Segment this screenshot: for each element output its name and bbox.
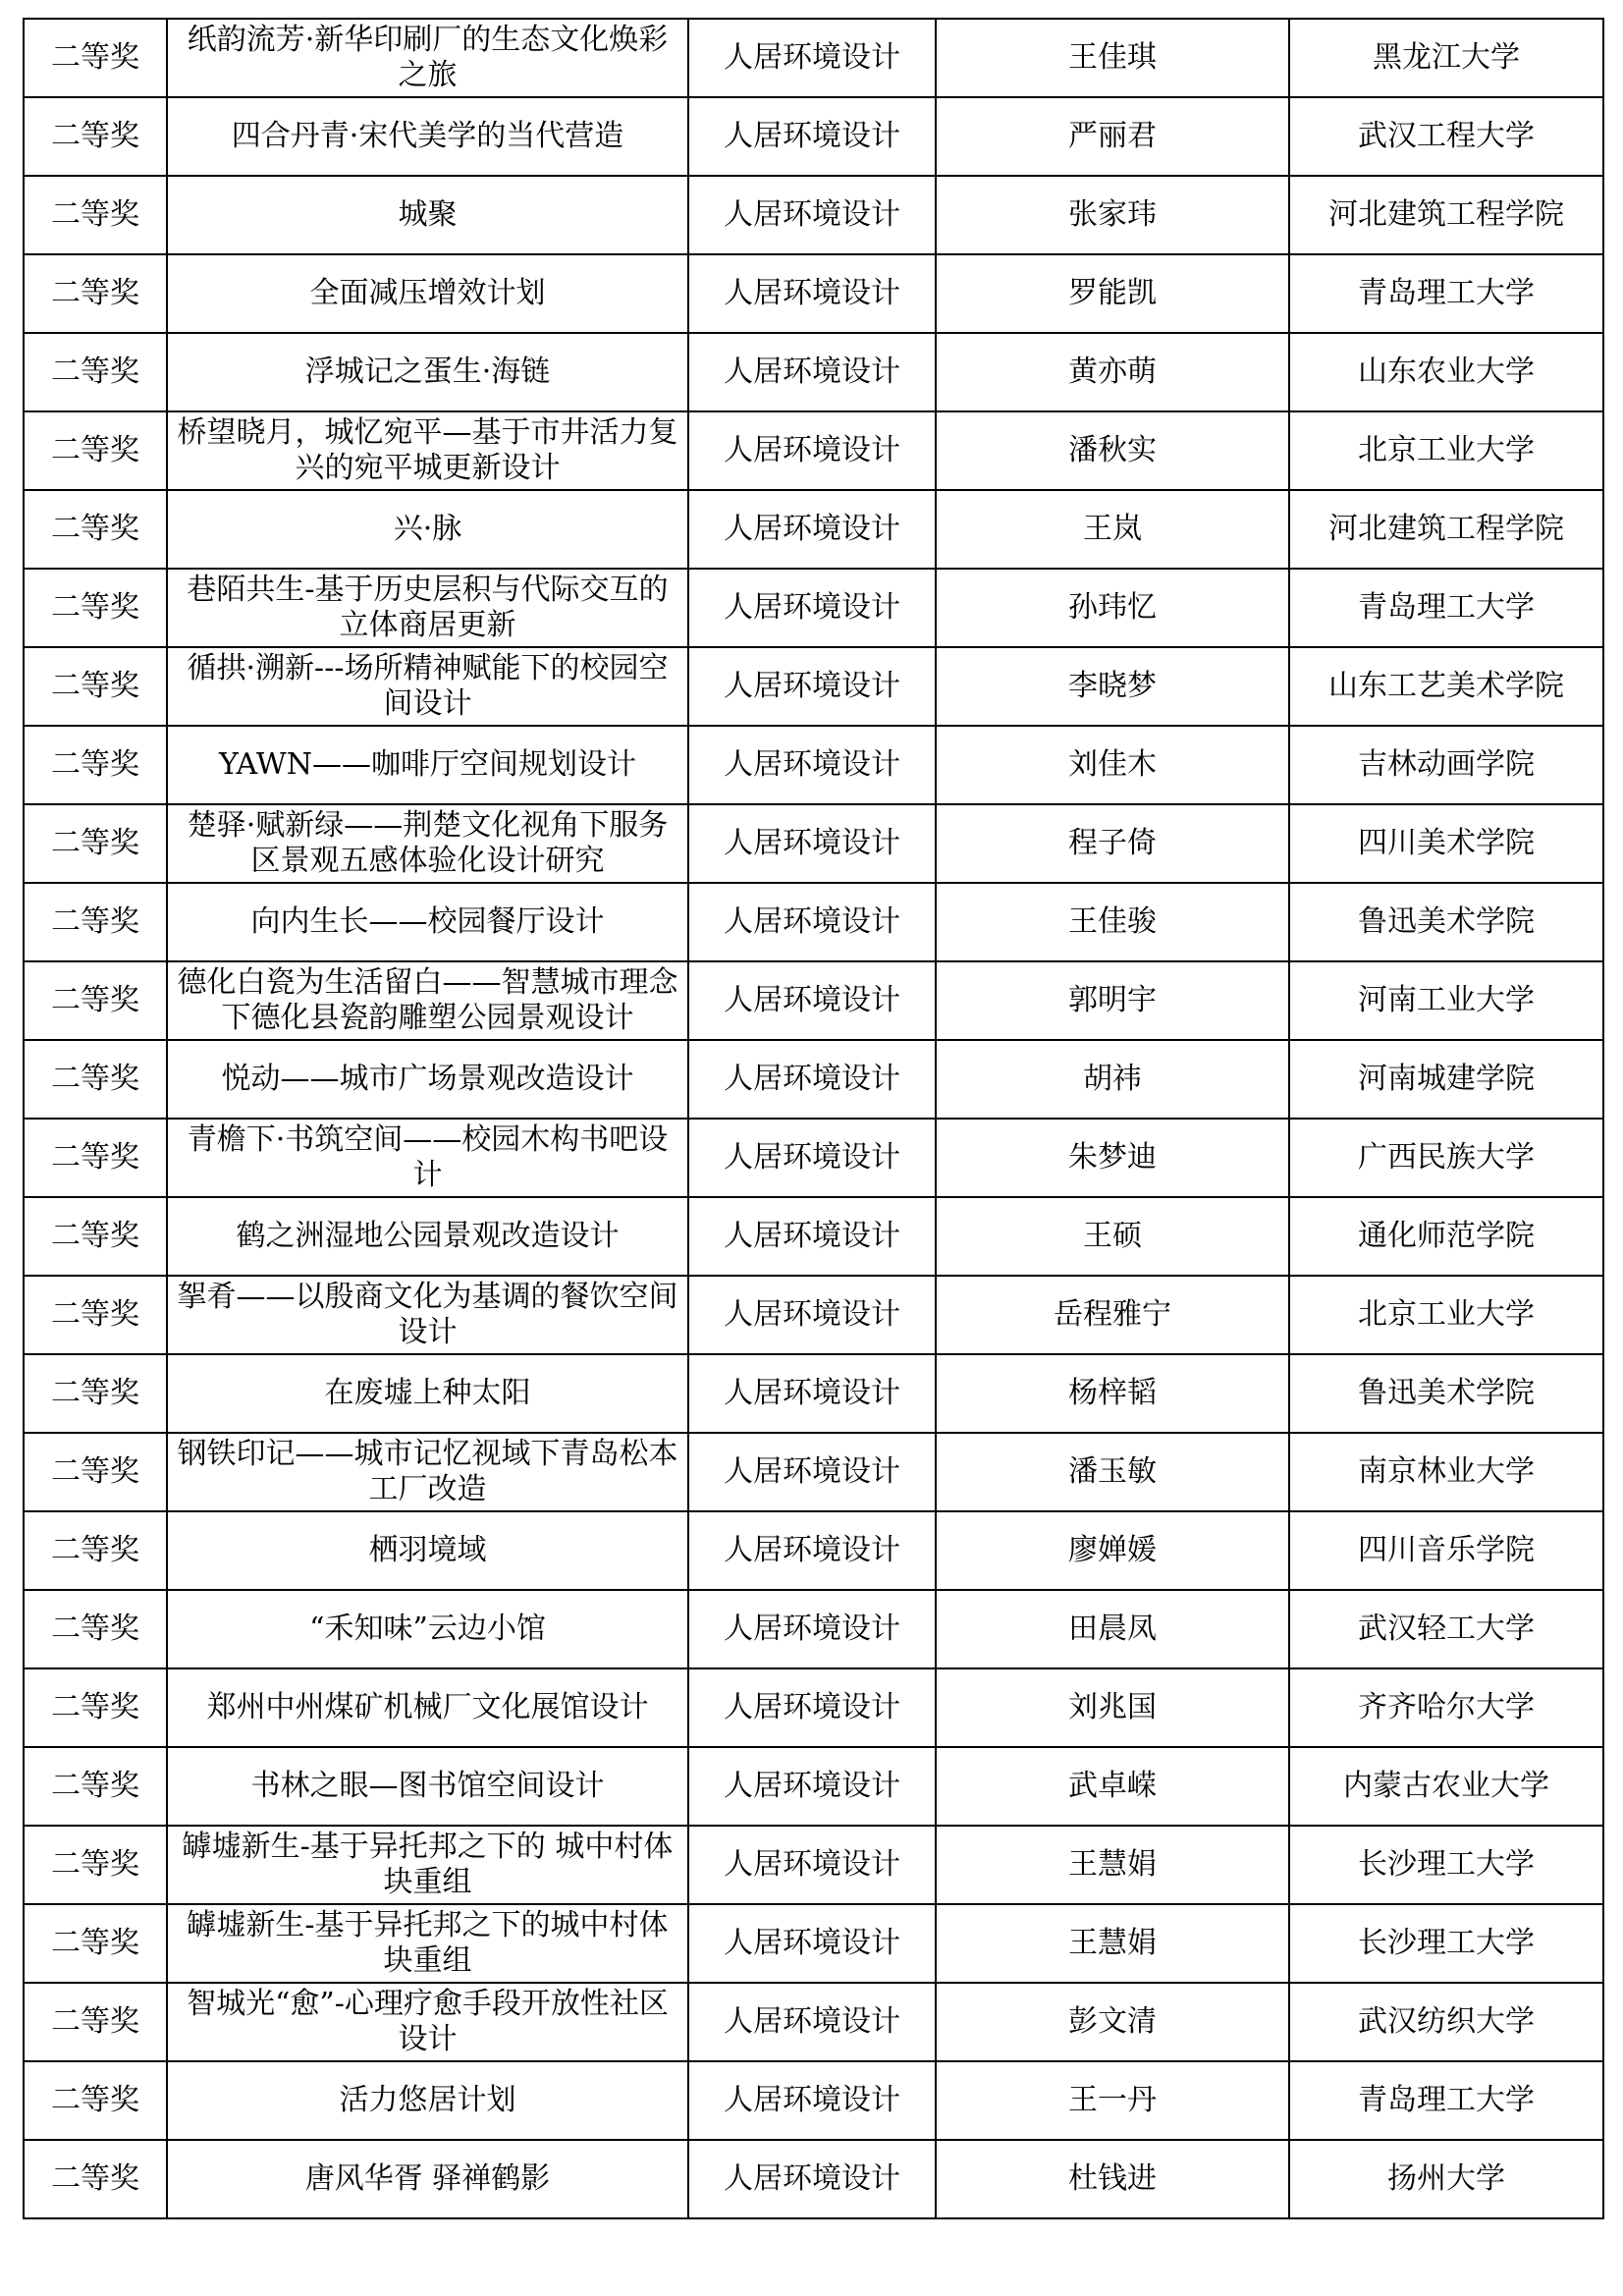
school-cell: 武汉工程大学 <box>1289 97 1603 176</box>
school-cell: 河南工业大学 <box>1289 961 1603 1040</box>
table-row <box>24 2140 1603 2218</box>
table-row <box>24 19 1603 97</box>
school-cell: 南京林业大学 <box>1289 1433 1603 1511</box>
category-cell: 人居环境设计 <box>688 1119 936 1197</box>
school-cell: 通化师范学院 <box>1289 1197 1603 1276</box>
table-row <box>24 1983 1603 2061</box>
school-cell: 四川美术学院 <box>1289 804 1603 883</box>
work-title-cell: 郑州中州煤矿机械厂文化展馆设计 <box>167 1668 688 1747</box>
work-title-cell: 循拱·溯新---场所精神赋能下的校园空间设计 <box>167 647 688 726</box>
category-cell: 人居环境设计 <box>688 883 936 961</box>
school-cell: 齐齐哈尔大学 <box>1289 1668 1603 1747</box>
table-row <box>24 1747 1603 1826</box>
work-title-cell: 悦动——城市广场景观改造设计 <box>167 1040 688 1119</box>
table-row <box>24 1511 1603 1590</box>
category-cell: 人居环境设计 <box>688 1433 936 1511</box>
table-row <box>24 1040 1603 1119</box>
table-row <box>24 961 1603 1040</box>
table-row <box>24 1276 1603 1354</box>
award-level-cell: 二等奖 <box>24 1590 167 1668</box>
category-cell: 人居环境设计 <box>688 961 936 1040</box>
award-level-cell: 二等奖 <box>24 2140 167 2218</box>
author-cell: 郭明宇 <box>936 961 1289 1040</box>
work-title-cell: 德化白瓷为生活留白——智慧城市理念下德化县瓷韵雕塑公园景观设计 <box>167 961 688 1040</box>
school-cell: 四川音乐学院 <box>1289 1511 1603 1590</box>
award-level-cell: 二等奖 <box>24 569 167 647</box>
work-title-cell: 巷陌共生-基于历史层积与代际交互的立体商居更新 <box>167 569 688 647</box>
author-cell: 罗能凯 <box>936 254 1289 333</box>
award-level-cell: 二等奖 <box>24 176 167 254</box>
school-cell: 武汉轻工大学 <box>1289 1590 1603 1668</box>
author-cell: 胡祎 <box>936 1040 1289 1119</box>
award-level-cell: 二等奖 <box>24 1826 167 1904</box>
author-cell: 刘兆国 <box>936 1668 1289 1747</box>
award-level-cell: 二等奖 <box>24 333 167 411</box>
category-cell: 人居环境设计 <box>688 804 936 883</box>
work-title-cell: 全面减压增效计划 <box>167 254 688 333</box>
school-cell: 青岛理工大学 <box>1289 569 1603 647</box>
work-title-cell: 纸韵流芳·新华印刷厂的生态文化焕彩之旅 <box>167 19 688 97</box>
school-cell: 北京工业大学 <box>1289 411 1603 490</box>
author-cell: 王岚 <box>936 490 1289 569</box>
award-level-cell: 二等奖 <box>24 961 167 1040</box>
school-cell: 扬州大学 <box>1289 2140 1603 2218</box>
award-level-cell: 二等奖 <box>24 411 167 490</box>
author-cell: 王一丹 <box>936 2061 1289 2140</box>
author-cell: 黄亦萌 <box>936 333 1289 411</box>
author-cell: 廖婵媛 <box>936 1511 1289 1590</box>
work-title-cell: 栖羽境域 <box>167 1511 688 1590</box>
table-row <box>24 1119 1603 1197</box>
table-row <box>24 726 1603 804</box>
school-cell: 鲁迅美术学院 <box>1289 883 1603 961</box>
work-title-cell: 桥望晓月，城忆宛平—基于市井活力复兴的宛平城更新设计 <box>167 411 688 490</box>
award-level-cell: 二等奖 <box>24 254 167 333</box>
author-cell: 武卓嵘 <box>936 1747 1289 1826</box>
category-cell: 人居环境设计 <box>688 411 936 490</box>
category-cell: 人居环境设计 <box>688 490 936 569</box>
award-level-cell: 二等奖 <box>24 883 167 961</box>
table-row <box>24 333 1603 411</box>
category-cell: 人居环境设计 <box>688 2140 936 2218</box>
category-cell: 人居环境设计 <box>688 1511 936 1590</box>
work-title-cell: 在废墟上种太阳 <box>167 1354 688 1433</box>
author-cell: 朱梦迪 <box>936 1119 1289 1197</box>
award-level-cell: 二等奖 <box>24 1197 167 1276</box>
school-cell: 鲁迅美术学院 <box>1289 1354 1603 1433</box>
category-cell: 人居环境设计 <box>688 1904 936 1983</box>
award-level-cell: 二等奖 <box>24 19 167 97</box>
work-title-cell: “禾知味”云边小馆 <box>167 1590 688 1668</box>
author-cell: 王慧娟 <box>936 1826 1289 1904</box>
award-level-cell: 二等奖 <box>24 1747 167 1826</box>
school-cell: 黑龙江大学 <box>1289 19 1603 97</box>
work-title-cell: YAWN——咖啡厅空间规划设计 <box>167 726 688 804</box>
work-title-cell: 兴·脉 <box>167 490 688 569</box>
author-cell: 潘秋实 <box>936 411 1289 490</box>
school-cell: 武汉纺织大学 <box>1289 1983 1603 2061</box>
work-title-cell: 唐风华胥 驿禅鹤影 <box>167 2140 688 2218</box>
author-cell: 王慧娟 <box>936 1904 1289 1983</box>
category-cell: 人居环境设计 <box>688 1668 936 1747</box>
award-level-cell: 二等奖 <box>24 1040 167 1119</box>
award-level-cell: 二等奖 <box>24 1433 167 1511</box>
work-title-cell: 青檐下·书筑空间——校园木构书吧设计 <box>167 1119 688 1197</box>
work-title-cell: 书林之眼—图书馆空间设计 <box>167 1747 688 1826</box>
table-row <box>24 1354 1603 1433</box>
award-level-cell: 二等奖 <box>24 804 167 883</box>
table-row <box>24 1826 1603 1904</box>
author-cell: 杜钱进 <box>936 2140 1289 2218</box>
award-level-cell: 二等奖 <box>24 1511 167 1590</box>
award-level-cell: 二等奖 <box>24 1354 167 1433</box>
table-row <box>24 569 1603 647</box>
school-cell: 山东农业大学 <box>1289 333 1603 411</box>
award-level-cell: 二等奖 <box>24 1276 167 1354</box>
school-cell: 河北建筑工程学院 <box>1289 176 1603 254</box>
award-level-cell: 二等奖 <box>24 726 167 804</box>
award-list-page <box>23 18 1602 2219</box>
table-row <box>24 2061 1603 2140</box>
school-cell: 河南城建学院 <box>1289 1040 1603 1119</box>
category-cell: 人居环境设计 <box>688 97 936 176</box>
author-cell: 潘玉敏 <box>936 1433 1289 1511</box>
author-cell: 严丽君 <box>936 97 1289 176</box>
school-cell: 内蒙古农业大学 <box>1289 1747 1603 1826</box>
author-cell: 李晓梦 <box>936 647 1289 726</box>
award-table <box>23 18 1604 2219</box>
work-title-cell: 罅墟新生-基于异托邦之下的 城中村体块重组 <box>167 1826 688 1904</box>
author-cell: 张家玮 <box>936 176 1289 254</box>
work-title-cell: 钢铁印记——城市记忆视域下青岛松本工厂改造 <box>167 1433 688 1511</box>
work-title-cell: 向内生长——校园餐厅设计 <box>167 883 688 961</box>
author-cell: 王硕 <box>936 1197 1289 1276</box>
category-cell: 人居环境设计 <box>688 1197 936 1276</box>
category-cell: 人居环境设计 <box>688 254 936 333</box>
category-cell: 人居环境设计 <box>688 1826 936 1904</box>
author-cell: 彭文清 <box>936 1983 1289 2061</box>
award-level-cell: 二等奖 <box>24 2061 167 2140</box>
category-cell: 人居环境设计 <box>688 1983 936 2061</box>
table-row <box>24 254 1603 333</box>
work-title-cell: 鹤之洲湿地公园景观改造设计 <box>167 1197 688 1276</box>
table-row <box>24 97 1603 176</box>
author-cell: 程子倚 <box>936 804 1289 883</box>
table-row <box>24 647 1603 726</box>
school-cell: 河北建筑工程学院 <box>1289 490 1603 569</box>
school-cell: 山东工艺美术学院 <box>1289 647 1603 726</box>
award-level-cell: 二等奖 <box>24 1904 167 1983</box>
author-cell: 王佳骏 <box>936 883 1289 961</box>
school-cell: 青岛理工大学 <box>1289 254 1603 333</box>
award-table-body <box>24 19 1603 2218</box>
school-cell: 长沙理工大学 <box>1289 1826 1603 1904</box>
school-cell: 北京工业大学 <box>1289 1276 1603 1354</box>
category-cell: 人居环境设计 <box>688 1276 936 1354</box>
work-title-cell: 浮城记之蛋生·海链 <box>167 333 688 411</box>
school-cell: 广西民族大学 <box>1289 1119 1603 1197</box>
category-cell: 人居环境设计 <box>688 1040 936 1119</box>
category-cell: 人居环境设计 <box>688 333 936 411</box>
table-row <box>24 883 1603 961</box>
school-cell: 长沙理工大学 <box>1289 1904 1603 1983</box>
award-level-cell: 二等奖 <box>24 1119 167 1197</box>
award-level-cell: 二等奖 <box>24 97 167 176</box>
table-row <box>24 490 1603 569</box>
award-level-cell: 二等奖 <box>24 647 167 726</box>
work-title-cell: 四合丹青·宋代美学的当代营造 <box>167 97 688 176</box>
award-level-cell: 二等奖 <box>24 1668 167 1747</box>
table-row <box>24 1668 1603 1747</box>
category-cell: 人居环境设计 <box>688 647 936 726</box>
award-level-cell: 二等奖 <box>24 490 167 569</box>
table-row <box>24 1590 1603 1668</box>
work-title-cell: 罅墟新生-基于异托邦之下的城中村体块重组 <box>167 1904 688 1983</box>
category-cell: 人居环境设计 <box>688 1354 936 1433</box>
school-cell: 青岛理工大学 <box>1289 2061 1603 2140</box>
award-level-cell: 二等奖 <box>24 1983 167 2061</box>
work-title-cell: 活力悠居计划 <box>167 2061 688 2140</box>
table-row <box>24 176 1603 254</box>
author-cell: 孙玮忆 <box>936 569 1289 647</box>
author-cell: 刘佳木 <box>936 726 1289 804</box>
category-cell: 人居环境设计 <box>688 176 936 254</box>
work-title-cell: 城聚 <box>167 176 688 254</box>
author-cell: 田晨凤 <box>936 1590 1289 1668</box>
author-cell: 王佳琪 <box>936 19 1289 97</box>
category-cell: 人居环境设计 <box>688 1590 936 1668</box>
table-row <box>24 1433 1603 1511</box>
work-title-cell: 楚驿·赋新绿——荆楚文化视角下服务区景观五感体验化设计研究 <box>167 804 688 883</box>
table-row <box>24 411 1603 490</box>
school-cell: 吉林动画学院 <box>1289 726 1603 804</box>
work-title-cell: 挐肴——以殷商文化为基调的餐饮空间设计 <box>167 1276 688 1354</box>
work-title-cell: 智城光“愈”-心理疗愈手段开放性社区设计 <box>167 1983 688 2061</box>
table-row <box>24 1197 1603 1276</box>
author-cell: 岳程雅宁 <box>936 1276 1289 1354</box>
category-cell: 人居环境设计 <box>688 726 936 804</box>
table-row <box>24 1904 1603 1983</box>
category-cell: 人居环境设计 <box>688 19 936 97</box>
category-cell: 人居环境设计 <box>688 569 936 647</box>
table-row <box>24 804 1603 883</box>
category-cell: 人居环境设计 <box>688 1747 936 1826</box>
category-cell: 人居环境设计 <box>688 2061 936 2140</box>
author-cell: 杨梓韬 <box>936 1354 1289 1433</box>
